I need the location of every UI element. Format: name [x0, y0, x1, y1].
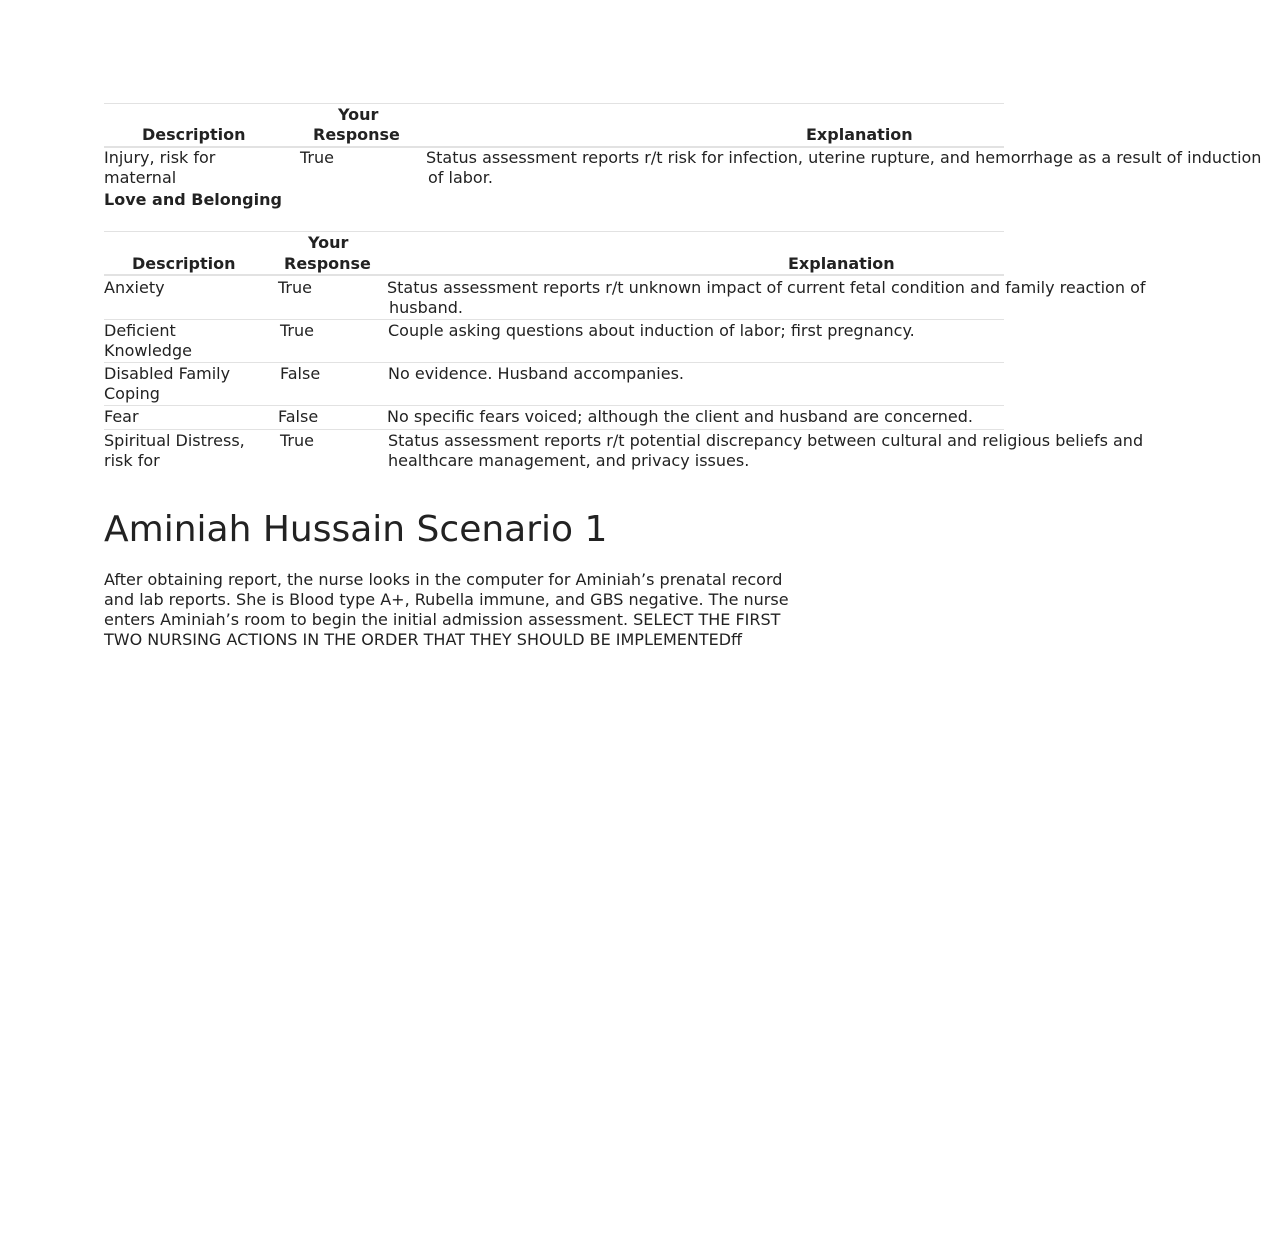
row-description-line2: Coping — [104, 384, 160, 403]
row-divider — [104, 429, 1004, 430]
header-response: Response — [284, 254, 371, 273]
scenario-body: After obtaining report, the nurse looks in the computer for Aminiah’s prenatal record and lab reports. She is Blood type A+, Rubella immune, and GBS negative. The nurse enters Aminiah’s room to begin the initial admission assessment. SELECT THE FIRST TWO NURSING ACTIONS IN THE ORDER THAT THEY SHOULD BE IMPLEMENTEDff — [104, 570, 789, 649]
row-description-line2: maternal — [104, 168, 177, 187]
row-description-line1: Fear — [104, 407, 139, 426]
header-explanation: Explanation — [788, 254, 895, 273]
row-explanation-line1: Status assessment reports r/t potential discrepancy between cultural and religious beliefs and — [388, 431, 1144, 450]
scenario-title: Aminiah Hussain Scenario 1 — [104, 509, 608, 550]
row-description-line2: Knowledge — [104, 341, 192, 360]
row-response: True — [280, 431, 314, 450]
row-description-line1: Disabled Family — [104, 364, 231, 383]
document-page — [104, 0, 1261, 1247]
row-description-line1: Spiritual Distress, — [104, 431, 245, 450]
row-explanation-line1: Couple asking questions about induction of labor; first pregnancy. — [388, 321, 915, 340]
header-response: Response — [313, 125, 400, 144]
row-description-line2: risk for — [104, 451, 160, 470]
row-response: True — [280, 321, 314, 340]
row-response: True — [278, 278, 312, 297]
header-description: Description — [142, 125, 246, 144]
row-explanation-line1: Status assessment reports r/t risk for infection, uterine rupture, and hemorrhage as a result of induction — [426, 148, 1261, 167]
table-love-belonging — [104, 0, 1146, 480]
row-explanation-line2: of labor. — [428, 168, 493, 187]
row-explanation-line2: husband. — [389, 298, 463, 317]
table-top-rule — [104, 231, 1004, 232]
row-description-line1: Anxiety — [104, 278, 165, 297]
row-explanation-line2: healthcare management, and privacy issues. — [388, 451, 750, 470]
row-divider — [104, 405, 1004, 406]
row-explanation-line1: No specific fears voiced; although the client and husband are concerned. — [387, 407, 973, 426]
row-divider — [104, 319, 1004, 320]
header-your: Your — [338, 105, 379, 124]
row-description-line1: Deficient — [104, 321, 176, 340]
row-divider — [104, 362, 1004, 363]
header-bottom-rule — [104, 274, 1004, 276]
row-response: False — [280, 364, 321, 383]
row-description-line1: Injury, risk for — [104, 148, 216, 167]
section-title-love-belonging: Love and Belonging — [104, 190, 282, 209]
header-your: Your — [308, 233, 349, 252]
row-response: False — [278, 407, 319, 426]
header-explanation: Explanation — [806, 125, 913, 144]
row-explanation-line1: No evidence. Husband accompanies. — [388, 364, 684, 383]
row-response: True — [300, 148, 334, 167]
row-explanation-line1: Status assessment reports r/t unknown impact of current fetal condition and family reaction of — [387, 278, 1146, 297]
header-description: Description — [132, 254, 236, 273]
